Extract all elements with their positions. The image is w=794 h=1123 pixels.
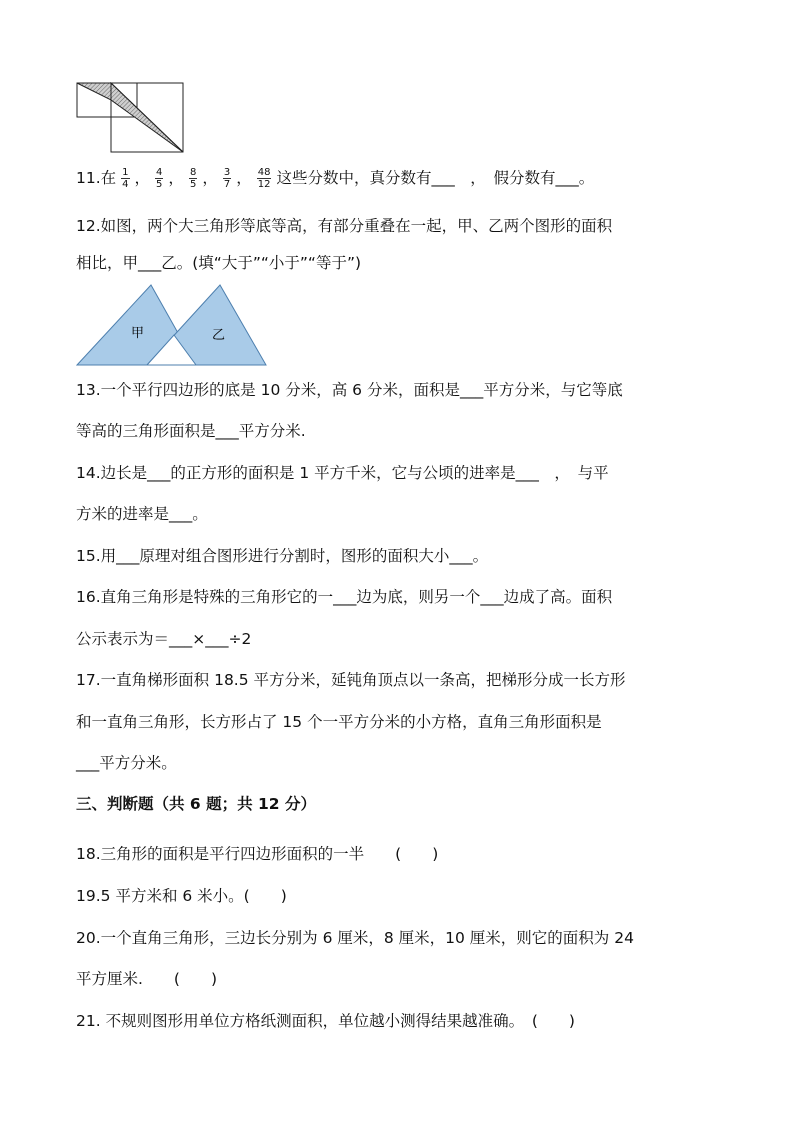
question-16-line-1: 16.直角三角形是特殊的三角形它的一___边为底，则另一个___边成了高。面积 [76, 588, 613, 606]
question-12-line-2: 相比，甲___乙。(填“大于”“小于”“等于”) [76, 254, 362, 272]
question-16-line-2: 公示表示为＝___×___÷2 [76, 630, 252, 648]
fraction-5: $\frac{48}{12}$ [257, 167, 271, 190]
section-3-heading: 三、判断题（共 6 题；共 12 分） [76, 795, 316, 813]
fraction-2: $\frac{4}{5}$ [156, 167, 163, 190]
question-14-line-1: 14.边长是___的正方形的面积是 1 平方千米，它与公顷的进率是___ ， 与平 [76, 464, 609, 482]
label-jia: 甲 [131, 326, 145, 341]
question-18: 18.三角形的面积是平行四边形面积的一半 ( ) [76, 845, 439, 863]
question-17-line-3: ___平方分米。 [76, 754, 177, 772]
question-11: 11.在 $\frac{1}{4}$ ， $\frac{4}{5}$ ， $\frac{8}{5}$ ， $\frac{3}{7}$ ， $\frac{48}{12}$ 这些分数中，真分数有___ ， 假分数有___。 [76, 167, 595, 190]
question-13-line-1: 13.一个平行四边形的底是 10 分米，高 6 分米，面积是___平方分米，与它等底 [76, 381, 623, 399]
fraction-1: $\frac{1}{4}$ [122, 167, 129, 190]
question-20-line-1: 20.一个直角三角形，三边长分别为 6 厘米，8 厘米，10 厘米，则它的面积为 24 [76, 929, 634, 947]
overlap-rectangles-figure [76, 82, 186, 154]
question-20-line-2: 平方厘米. ( ) [76, 970, 218, 988]
overlapping-triangles-figure [76, 283, 268, 367]
fraction-4: $\frac{3}{7}$ [223, 167, 231, 190]
q11-suffix: 这些分数中，真分数有___ ， 假分数有___。 [276, 169, 595, 187]
question-21: 21. 不规则图形用单位方格纸测面积，单位越小测得结果越准确。 ( ) [76, 1012, 575, 1030]
q11-prefix: 11.在 [76, 169, 117, 187]
shaded-triangle-small [77, 83, 111, 100]
label-yi: 乙 [212, 328, 226, 343]
question-19: 19.5 平方米和 6 米小。( ) [76, 887, 287, 905]
fraction-3: $\frac{8}{5}$ [189, 167, 197, 190]
question-14-line-2: 方米的进率是___。 [76, 505, 208, 523]
question-17-line-1: 17.一直角梯形面积 18.5 平方分米，延钝角顶点以一条高，把梯形分成一长方形 [76, 671, 626, 689]
question-12-line-1: 12.如图，两个大三角形等底等高，有部分重叠在一起，甲、乙两个图形的面积 [76, 217, 613, 235]
question-13-line-2: 等高的三角形面积是___平方分米. [76, 422, 306, 440]
question-15-line-1: 15.用___原理对组合图形进行分割时，图形的面积大小___。 [76, 547, 489, 565]
question-17-line-2: 和一直角三角形，长方形占了 15 个一平方分米的小方格，直角三角形面积是 [76, 713, 602, 731]
